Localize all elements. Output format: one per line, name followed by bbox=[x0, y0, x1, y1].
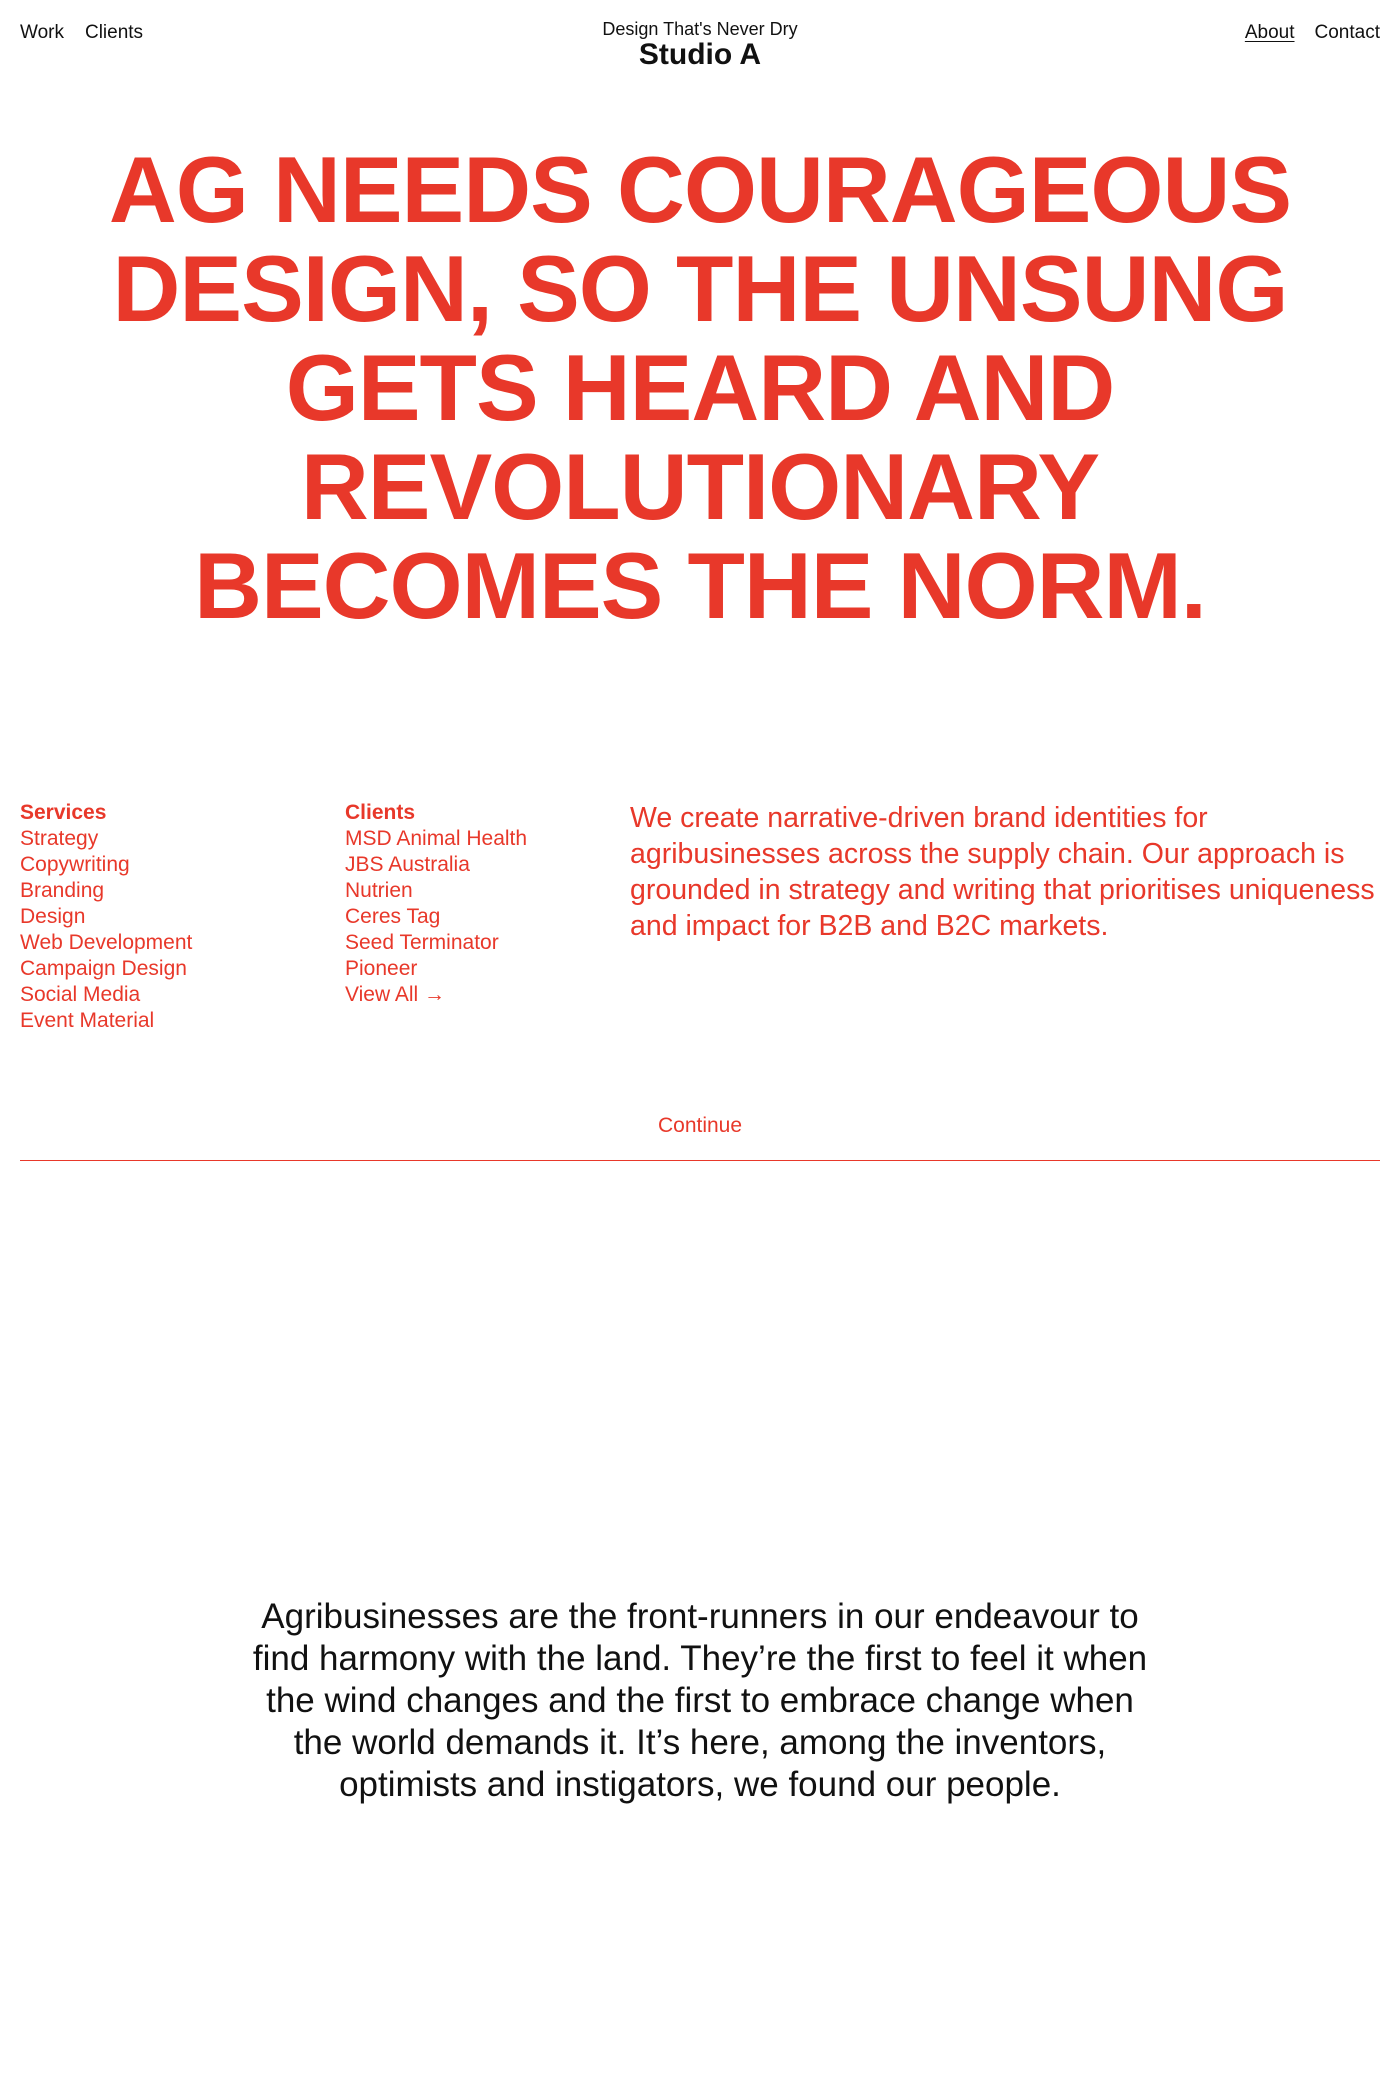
statement-line: find harmony with the land. They’re the first to feel it when bbox=[252, 1639, 1148, 1678]
hero-line: DESIGN, SO THE UNSUNG bbox=[112, 236, 1288, 341]
statement-line: the world demands it. It’s here, among the inventors, bbox=[293, 1723, 1107, 1762]
hero-line: REVOLUTIONARY bbox=[300, 434, 1100, 539]
service-item-branding[interactable]: Branding bbox=[20, 879, 105, 902]
hero-line: AG NEEDS COURAGEOUS bbox=[108, 137, 1292, 242]
client-item-jbs-australia[interactable]: JBS Australia bbox=[345, 853, 470, 876]
continue-link[interactable]: Continue bbox=[657, 1114, 743, 1137]
site-brand[interactable] bbox=[0, 18, 1400, 71]
statement-line: Agribusinesses are the front-runners in our endeavour to bbox=[261, 1597, 1139, 1636]
brand-tagline: Design That's Never Dry bbox=[602, 19, 798, 39]
hero-line: BECOMES THE NORM. bbox=[194, 533, 1206, 638]
service-item-web-development[interactable]: Web Development bbox=[20, 931, 193, 954]
mission-statement bbox=[200, 1596, 1200, 1806]
client-item-pioneer[interactable]: Pioneer bbox=[345, 957, 418, 980]
client-item-msd-animal-health[interactable]: MSD Animal Health bbox=[345, 827, 528, 850]
service-item-copywriting[interactable]: Copywriting bbox=[20, 853, 130, 876]
client-item-seed-terminator[interactable]: Seed Terminator bbox=[345, 931, 499, 954]
client-item-ceres-tag[interactable]: Ceres Tag bbox=[345, 905, 441, 928]
services-heading: Services bbox=[20, 801, 107, 824]
nav-link-contact[interactable]: Contact bbox=[1314, 22, 1380, 43]
view-all-clients-link[interactable]: View All → bbox=[345, 983, 445, 1006]
client-item-nutrien[interactable]: Nutrien bbox=[345, 879, 413, 902]
clients-heading: Clients bbox=[345, 801, 416, 824]
brand-logo-text: Studio A bbox=[638, 38, 762, 71]
service-item-design[interactable]: Design bbox=[20, 905, 86, 928]
nav-link-about[interactable]: About bbox=[1244, 22, 1295, 43]
service-item-strategy[interactable]: Strategy bbox=[20, 827, 99, 850]
hero-line: GETS HEARD AND bbox=[285, 335, 1115, 440]
statement-line: optimists and instigators, we found our people. bbox=[339, 1765, 1061, 1804]
hero-headline bbox=[0, 137, 1400, 638]
primary-nav-right bbox=[1245, 22, 1380, 44]
intro-paragraph: We create narrative-driven brand identities for agribusinesses across the supply chain. Our approach is grounded in strategy and writing that prioritises uniqueness and impact for B2B and B2C markets. bbox=[630, 802, 1375, 942]
service-item-campaign-design[interactable]: Campaign Design bbox=[20, 957, 187, 980]
nav-link-clients[interactable]: Clients bbox=[84, 22, 144, 43]
clients-list bbox=[345, 800, 527, 1008]
service-item-event-material[interactable]: Event Material bbox=[20, 1009, 155, 1032]
nav-link-work[interactable]: Work bbox=[20, 22, 64, 43]
statement-line: the wind changes and the first to embrace change when bbox=[266, 1681, 1134, 1720]
section-divider bbox=[20, 1160, 1380, 1161]
service-item-social-media[interactable]: Social Media bbox=[20, 983, 141, 1006]
services-list bbox=[20, 800, 192, 1034]
